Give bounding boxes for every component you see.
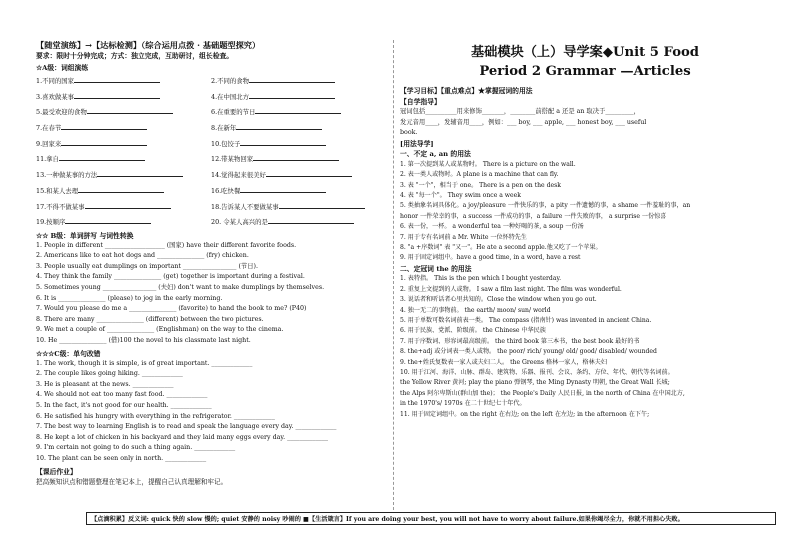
- vocab-item: 14.觉得起来很美好: [211, 168, 386, 182]
- rule-item: 3. 说话者和听话者心里共知的。Close the window when you go out.: [400, 296, 597, 304]
- rule-item: 9. 用于固定词组中。have a good time, in a word, have a rest: [400, 254, 581, 262]
- vocab-item: 17.不得不做某事: [36, 200, 211, 214]
- spelling-item: 4. They think the family _______________ (get) together is important during a festival.: [36, 273, 305, 281]
- spelling-item: 1. People in different ___________________ (国家) have their different favorite foods.: [36, 241, 297, 249]
- practice-header: 【随堂演练】→【达标检测】（综合运用点拨 · 基础题型探究）: [36, 40, 261, 50]
- vocab-grid: [36, 74, 386, 229]
- vocab-item: 12.带某物回家: [211, 152, 386, 166]
- vocab-item: 2.不同的食物: [211, 74, 386, 88]
- rule-item: 10. 用于江河、海洋、山脉、群岛、建筑物、乐器、报刊、会议、条约、方位、年代、朝代等名词前。: [400, 369, 674, 376]
- correction-item: 10. The plant can be seen only in north. _____________: [36, 454, 207, 462]
- rule-item: the Alps 阿尔卑斯山(群山加 the)； the People's Daily 人民日报, in the north of China 在中国北方,: [400, 389, 685, 397]
- part1-title: 一、不定 a, an 的用法: [400, 150, 471, 159]
- part2-title: 二、定冠词 the 的用法: [400, 264, 472, 273]
- correction-item: 2. The couple likes going hiking. _____________: [36, 370, 183, 378]
- vocab-item: 7.在春节: [36, 121, 211, 135]
- spelling-item: 9. We met a couple of _______________ (Englishman) on the way to the cinema.: [36, 326, 284, 334]
- spelling-item: 8. There are many _______________ (different) between the two pictures.: [36, 315, 264, 323]
- rule-item: 7. 用于专有名词前 a Mr. White 一位怀特先生: [400, 233, 527, 241]
- left-column: [36, 40, 386, 510]
- rule-item: 3. 表 "一个"，相当于 one。 There is a pen on the desk: [400, 181, 561, 189]
- right-column: [400, 40, 770, 510]
- rule-item: 11. 用于固定词组中。on the right 在右边; on the left 在左边; in the afternoon 在下午;: [400, 410, 650, 418]
- intro-line: 冠词包括__________用来修饰_______，________前搭配 a 还是 an 取决于_________，: [400, 108, 640, 115]
- spelling-item: 5. Sometimes young _________________ (夫妇) don't want to make dumplings by themselves.: [36, 284, 325, 292]
- spelling-item: 10. He _______________ (借)100 the novel to his classmate last night.: [36, 337, 251, 345]
- vocab-item: 18.告诉某人不要做某事: [211, 200, 386, 214]
- rule-item: 1. 第一次提到某人或某物时。 There is a picture on the wall.: [400, 160, 576, 168]
- rule-item: in the 1970's/ 1970s 在二十世纪七十年代。: [400, 400, 526, 408]
- rule-item: 7. 用于序数词、形容词最高级前。 the third book 第三本书，the best book 最好的书: [400, 337, 640, 345]
- section-c-title: ☆☆☆C级：单句改错: [36, 349, 101, 358]
- section-b-title: ☆☆ B级：单词拼写 与词性转换: [36, 231, 134, 240]
- spelling-item: 3. People usually eat dumplings on important _________________ (节日).: [36, 262, 258, 270]
- rule-item: 5. 类抽象名词具体化。a joy/pleasure 一件快乐的事，a pity 一件遗憾的事，a shame 一件羞耻的事，an: [400, 202, 691, 210]
- homework-title: 【课后作业】: [36, 467, 77, 476]
- vocab-item: 13.一种做某事的方法: [36, 168, 211, 182]
- vocab-item: 4.在中国北方: [211, 90, 386, 104]
- vocab-item: 10.包饺子: [211, 137, 386, 151]
- column-divider: [393, 40, 394, 510]
- footer-tips-box: 【点滴积累】反义词: quick 快的 slow 慢的; quiet 安静的 noisy 吵闹的 ■【生活箴言】If you are doing your best, you will not have to worry about failure.如果你竭尽全力，你就不用担心失败。: [86, 512, 776, 525]
- spelling-item: 6. It is _______________ (please) to jog in the early morning.: [36, 294, 223, 302]
- rule-item: 2. 重复上文提到的人或物。 I saw a film last night. The film was wonderful.: [400, 285, 622, 293]
- vocab-item: 5.最受欢迎的食物: [36, 105, 211, 119]
- vocab-item: 9.回家来: [36, 137, 211, 151]
- rule-item: 9. the+姓氏复数表一家人或夫妇二人。 the Greens 格林一家人，格林夫妇: [400, 358, 607, 366]
- correction-item: 3. He is pleasant at the news. _____________: [36, 380, 174, 388]
- vocab-item: 16.吃快餐: [211, 184, 386, 198]
- vocab-item: 15.和某人去理: [36, 184, 211, 198]
- requirement-text: 要求：限时十分钟完成；方式：独立完成，互助研讨，组长检查。: [36, 52, 234, 60]
- intro-line: book.: [400, 129, 418, 137]
- rule-item: 2. 表一类人或物时。A plane is a machine that can fly.: [400, 171, 559, 179]
- rule-item: 4. 表 "每一个"。 They swim once a week: [400, 192, 521, 199]
- vocab-item: 11.拿自: [36, 152, 211, 166]
- correction-item: 7. The best way to learning English is to read and speak the language every day. _____________: [36, 423, 337, 431]
- rule-item: 8. the+adj 或分词表一类人或物。 the poor/ rich/ young/ old/ good/ disabled/ wounded: [400, 348, 657, 356]
- vocab-item: 3.喜欢做某事: [36, 90, 211, 104]
- vocab-item: 1.不同的国家: [36, 74, 211, 88]
- section-a-title: ☆A级：词组演练: [36, 64, 89, 72]
- correction-item: 8. He kept a lot of chicken in his backyard and they laid many eggs every day. _____________: [36, 433, 329, 441]
- correction-item: 6. He satisfied his hungry with everything in the refrigerator. _____________: [36, 412, 275, 420]
- rule-item: 5. 用于单数可数名词前表一类。 The compass (指南针) was invented in ancient China.: [400, 316, 652, 324]
- vocab-item: 20. 令某人高兴的是: [211, 215, 386, 229]
- page-title: 基础模块（上）导学案◆Unit 5 Food: [470, 45, 700, 60]
- vocab-item: 19.按顺序: [36, 215, 211, 229]
- rule-item: 1. 表特指。 This is the pen which I bought yesterday.: [400, 275, 562, 283]
- correction-item: 1. The work, though it is simple, is of great important. _____________: [36, 359, 253, 367]
- rule-item: honor 一件荣幸的事，a success 一件成功的事，a failure 一件失败的事， a surprise 一份惊喜: [400, 212, 667, 220]
- self-study-title: 【自学指导】: [400, 97, 441, 106]
- rule-item: 4. 独一无二的事物前。 the earth/ moon/ sun/ world: [400, 306, 551, 314]
- intro-line: 发元音用____，发辅音用____，例如：___ boy, ___ apple, ___ honest boy, ___ useful: [400, 118, 647, 126]
- usage-title: [用法导学]: [400, 139, 434, 148]
- rule-item: the Yellow River 黄河; play the piano 弹钢琴, the Ming Dynasty 明朝, the Great Wall 长城;: [400, 379, 670, 387]
- rule-item: 6. 表一份，一杯。 a wonderful tea 一种好喝的茶, a soup 一份汤: [400, 223, 584, 231]
- homework-text: 把高频知识点和错题整理在笔记本上，提醒自己认真理解和牢记。: [36, 477, 228, 486]
- learning-goal: 【学习目标】【重点难点】★掌握冠词的用法: [400, 87, 533, 95]
- page-subtitle: Period 2 Grammar —Articles: [479, 64, 691, 79]
- vocab-item: 6.在重要的节日: [211, 105, 386, 119]
- rule-item: 8. "a +序数词" 表 "又一"。He ate a second apple.他又吃了一个苹果。: [400, 244, 602, 252]
- correction-item: 4. We should not eat too many fast food. _____________: [36, 391, 208, 399]
- spelling-item: 2. Americans like to eat hot dogs and _______________ (fry) chicken.: [36, 252, 249, 260]
- correction-item: 5. In the fact, it's not good for our health. _____________: [36, 402, 212, 409]
- vocab-item: 8.在新年: [211, 121, 386, 135]
- spelling-item: 7. Would you please do me a _______________ (favorite) to hand the book to me? (P40): [36, 305, 307, 313]
- correction-item: 9. I'm certain not going to do such a thing again. _____________: [36, 444, 236, 452]
- rule-item: 6. 用于民族、党派、阶级前。 the Chinese 中华民族: [400, 327, 546, 335]
